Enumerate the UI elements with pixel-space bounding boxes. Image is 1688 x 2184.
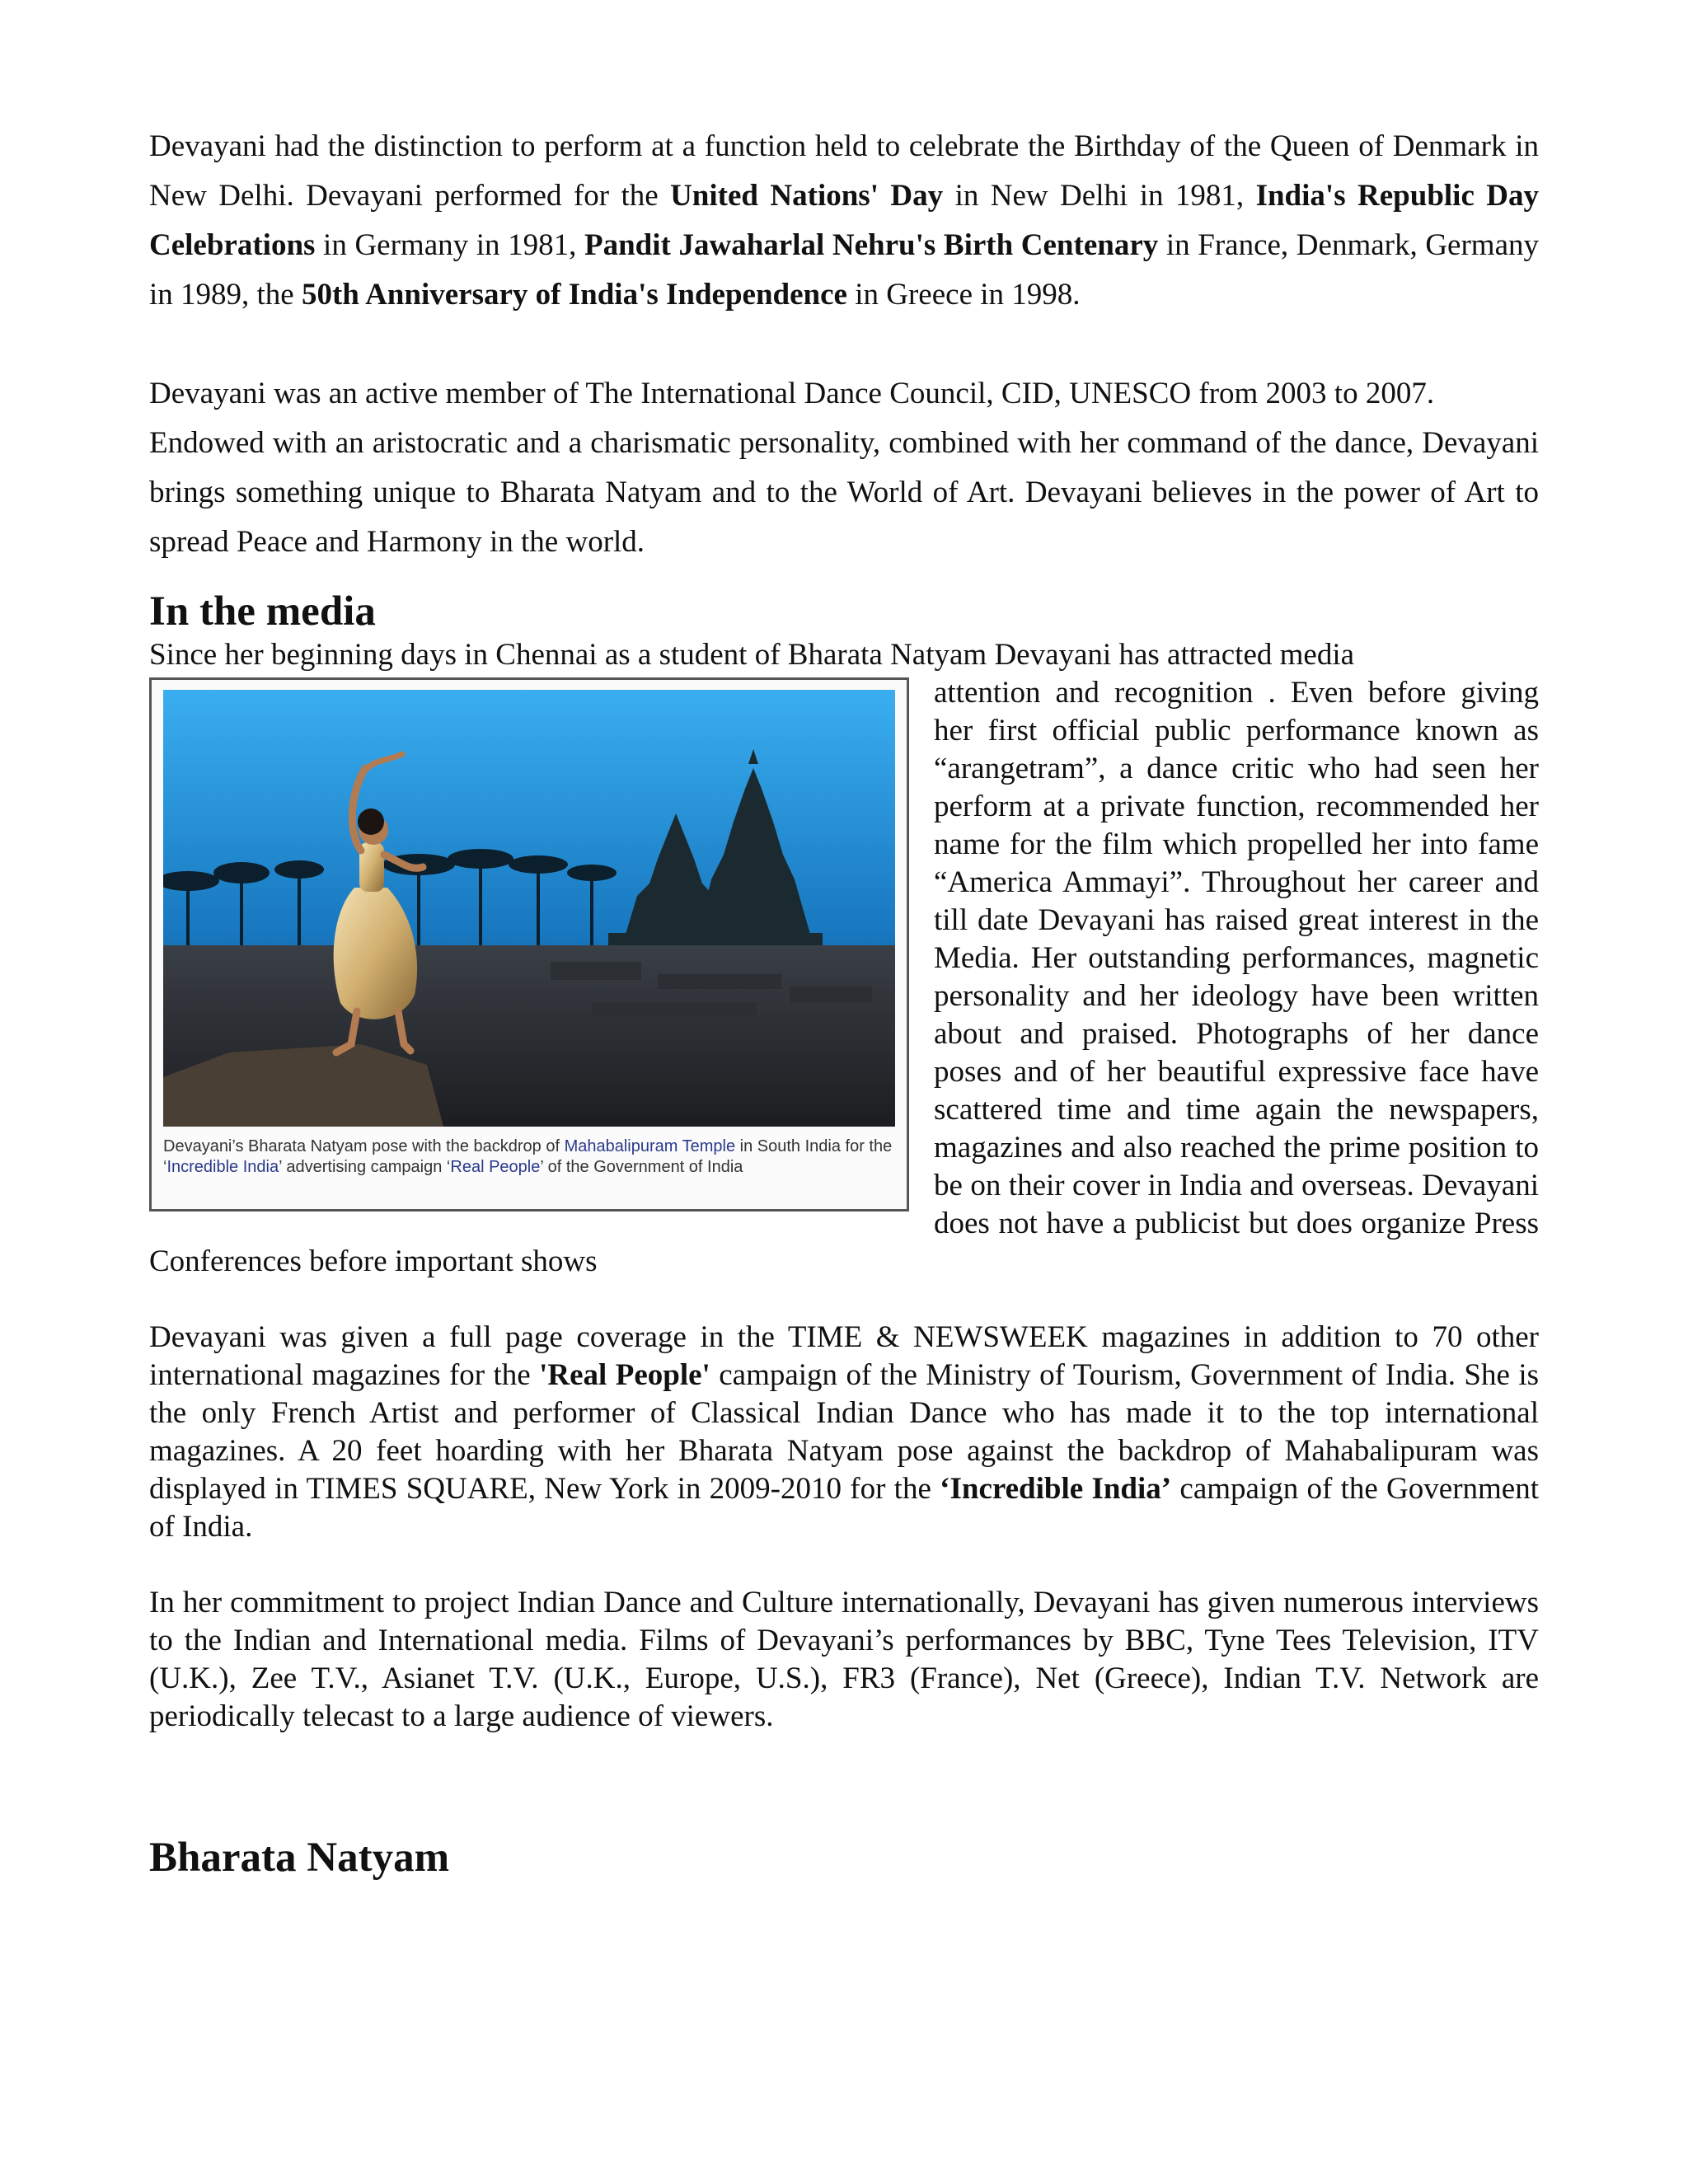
paragraph-interviews: In her commitment to project Indian Dance and Culture internationally, Devayani has given numerous interviews to the Indian and International media. Films of Devayani’s performances by BBC, Tyne Tees Television, ITV (U.K.), Zee T.V., Asianet T.V. (U.K., Europe, U.S.), FR3 (France), Net (Greece), Indian T.V. Network are periodically telecast to a large audience of viewers. <box>149 1586 1539 1733</box>
caption-link-mahabalipuram: Mahabalipuram Temple <box>564 1137 736 1155</box>
bold-real-people: 'Real People' <box>539 1358 710 1392</box>
bold-united-nations-day: United Nations' Day <box>670 179 944 213</box>
bold-incredible-india: ‘Incredible India’ <box>940 1472 1172 1506</box>
caption-link-incredible-india: Incredible India <box>166 1158 279 1176</box>
dancer-temple-photo <box>163 690 895 1127</box>
bold-nehru-centenary: Pandit Jawaharlal Nehru's Birth Centenary <box>584 228 1159 262</box>
heading-bharata-natyam: Bharata Natyam <box>149 1835 450 1881</box>
bold-independence-anniversary: 50th Anniversary of India's Independence <box>301 278 847 312</box>
paragraph-real-people-campaign: Devayani was given a full page coverage in the TIME & NEWSWEEK magazines in addition to 70 other international magazines for the 'Real People' campaign of the Ministry of Tourism, Government of India. She is the only French Artist and performer of Classical Indian Dance who has made it to the top international magazines. A 20 feet hoarding with her Bharata Natyam pose against the backdrop of Mahabalipuram was displayed in TIMES SQUARE, New York in 2009-2010 for the ‘Incredible India’ campaign of the Government of India. <box>149 1320 1539 1544</box>
document-page <box>149 122 1539 1882</box>
caption-link-real-people: Real People <box>450 1158 541 1176</box>
paragraph-personality: Endowed with an aristocratic and a charismatic personality, combined with her command of the dance, Devayani brings something unique to Bharata Natyam and to the World of Art. Devayani believes in the power of Art to spread Peace and Harmony in the world. <box>149 426 1539 559</box>
heading-in-the-media: In the media <box>149 588 376 635</box>
paragraph-media-lead: Since her beginning days in Chennai as a student of Bharata Natyam Devayani has attracted media <box>149 638 1355 672</box>
photo-caption: Devayani’s Bharata Natyam pose with the backdrop of Mahabalipuram Temple in South India for the ‘Incredible India’ advertising campaign ‘Real People’ of the Government of India <box>163 1137 893 1176</box>
bold-republic-day: India's Republic Day Celebrations <box>149 179 1540 262</box>
paragraph-unesco: Devayani was an active member of The International Dance Council, CID, UNESCO from 2003 to 2007. <box>149 377 1435 410</box>
paragraph-performances: Devayani had the distinction to perform at a function held to celebrate the Birthday of the Queen of Denmark in New Delhi. Devayani performed for the United Nations' Day in New Delhi in 1981, India's Republic Day Celebrations in Germany in 1981, Pandit Jawaharlal Nehru's Birth Centenary in France, Denmark, Germany in 1989, the 50th Anniversary of India's Independence in Greece in 1998. <box>149 129 1540 312</box>
paragraph-media-recognition: attention and recognition . Even before giving her first official public performance known as “arangetram”, a dance critic who had seen her perform at a private function, recommended her name for the film which propelled her into fame “America Ammayi”. Throughout her career and till date Devayani has raised great interest in the Media. Her outstanding performances, magnetic personality and her ideology have been written about and praised. Photographs of her dance poses and of her beautiful expressive face have scattered time and time again the newspapers, magazines and also reached the prime position to be on their cover in India and overseas. Devayani does not have a publicist but does organize Press Conferences before important shows <box>149 676 1539 1278</box>
dance-photo-figure <box>149 677 909 1212</box>
